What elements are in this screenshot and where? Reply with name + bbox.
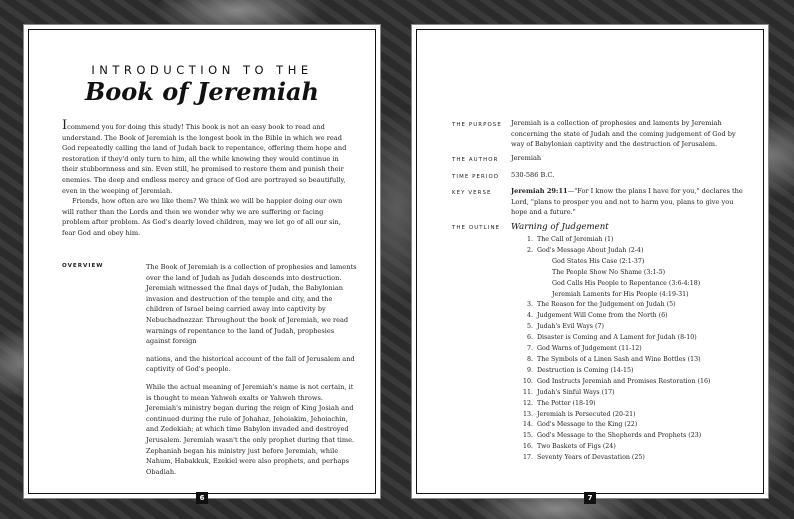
outline-item-number: 2. (526, 246, 533, 254)
intro-paragraph-1 (62, 118, 348, 196)
book-title: Book of Jeremiah (84, 77, 320, 106)
outline-item (511, 311, 756, 322)
outline-item (511, 300, 756, 311)
key-verse (511, 186, 751, 218)
intro-p1-text: commend you for doing this study! This book is not an easy book to read and understand. The Book of Jeremiah is the longest book in the Bible in which we read God repeatedly calling the land of Judah back to repentance, offering them hope and restoration if they'd only turn to him, all the while knowing they would continue in their stubbornness and sin. Even still, he promised to restore them and punish their enemies. The deep and endless mercy and grace of God are portrayed so beautifully, even in the weeping of Jeremiah. (62, 123, 347, 195)
outline-item (511, 366, 756, 377)
outline-item-text: God's Message About Judah (2-4) (537, 246, 644, 254)
outline-item (511, 442, 756, 453)
outline-item-text: Judah's Evil Ways (7) (537, 323, 604, 331)
outline-item-number: 7. (526, 345, 533, 353)
page-number-left: 6 (196, 492, 208, 504)
outline-item-text: God Warns of Judgement (11-12) (537, 345, 642, 353)
outline-item-text: The Potter (18-19) (537, 399, 596, 407)
purpose-text: Jeremiah is a collection of prophesies and laments by Jeremiah concerning the state of Judah and the coming judgement of God by way of Babylonian captivity and the destruction of Jerusalem. (511, 119, 736, 149)
outline-item-number: 5. (526, 323, 533, 331)
intro-paragraph-2: Friends, how often are we like them? We think we will be happier doing our own will rather than the Lords and then we wonder why we are suffering or facing problem after problem. As God's dearly loved children, may we let go of all our sin, fear God and obey him. (62, 197, 343, 237)
outline-item-text: God Calls His People to Repentance (3:6-4:18) (552, 279, 701, 287)
outline-item-text: Disaster is Coming and A Lament for Judah (8-10) (537, 334, 697, 342)
outline-item (511, 410, 756, 421)
outline-item-number: 1. (526, 236, 533, 243)
verse-label: KEY VERSE (452, 190, 492, 196)
outline-item (511, 377, 756, 388)
outline-item (511, 322, 756, 333)
outline-item (511, 453, 756, 464)
outline-item-number: 16. (522, 443, 533, 451)
outline-item-number: 13. (522, 410, 533, 418)
outline-item-number: 3. (526, 301, 533, 309)
intro-text (62, 118, 348, 239)
period-label: TIME PERIOD (452, 174, 500, 180)
outline-item-number: 17. (522, 454, 533, 462)
outline-item-text: Judah's Sinful Ways (17) (537, 388, 615, 396)
drop-cap: I (62, 118, 68, 133)
right-page (412, 25, 768, 502)
outline-subitem (511, 290, 756, 301)
outline-item (511, 235, 756, 246)
verse-reference: Jeremiah 29:11 (511, 187, 568, 195)
author-label: THE AUTHOR (452, 157, 499, 163)
outline-item (511, 355, 756, 366)
outline-item-number: 9. (526, 366, 533, 374)
outline-item-number: 4. (526, 312, 533, 320)
outline-list (511, 235, 756, 464)
left-page (24, 25, 380, 502)
outline-item-text: The Symbols of a Linen Sash and Wine Bottles (13) (537, 355, 701, 363)
outline-item (511, 431, 756, 442)
outline-item-text: God's Message to the King (22) (537, 421, 638, 429)
verse-text: —"For I know the plans I have for you," declares the Lord, "plans to prosper you and not to harm you, plans to give you hope and a future." (511, 187, 743, 217)
overview-paragraph-2: nations, and the historical account of the fall of Jerusalem and captivity of God's people. (146, 354, 355, 374)
outline-item-text: Seventy Years of Devastation (25) (537, 454, 645, 462)
outline-item-text: The People Show No Shame (3:1-5) (552, 268, 666, 276)
outline-item (511, 344, 756, 355)
outline-label: THE OUTLINE (452, 225, 501, 231)
outline-item-number: 10. (522, 377, 533, 385)
outline-item-text: Judgement Will Come from the North (6) (537, 312, 668, 320)
author-text: Jeremiah (511, 154, 542, 162)
period-text: 530-586 B.C. (511, 171, 555, 179)
outline-item-number: 15. (522, 432, 533, 440)
intro-kicker: INTRODUCTION TO THE (91, 63, 313, 77)
outline-item-number: 14. (522, 421, 533, 429)
page-number-right: 7 (584, 492, 596, 504)
overview-paragraph-1: The Book of Jeremiah is a collection of prophesies and laments over the land of Judah as Judah descends into destruction. Jeremiah witnessed the final days of Judah, the Babylonian invasion and destruction of the temple and city, and the children of Israel being carried away into captivity by Nebuchadnezzar. Throughout the book of Jeremiah, we read warnings of repentance to the land of Judah, prophesies against foreign (146, 263, 357, 346)
outline-item-number: 11. (522, 388, 533, 396)
outline-item-text: God Instructs Jeremiah and Promises Restoration (16) (537, 377, 711, 385)
outline-item-text: The Call of Jeremiah (1) (537, 236, 614, 243)
outline-item (511, 420, 756, 431)
outline-item (511, 399, 756, 410)
outline-item-number: 6. (526, 334, 533, 342)
outline-item-text: The Reason for the Judgement on Judah (5) (537, 301, 676, 309)
outline-subitem (511, 268, 756, 279)
overview-label: OVERVIEW (62, 263, 104, 269)
outline-item (511, 246, 756, 257)
outline-item-text: Jeremiah Laments for His People (4:19-31) (552, 290, 689, 298)
overview-text (146, 262, 358, 477)
outline-item-text: Two Baskets of Figs (24) (537, 443, 616, 451)
outline-subitem (511, 279, 756, 290)
outline-subitem (511, 257, 756, 268)
purpose-label: THE PURPOSE (452, 122, 502, 128)
outline-item-text: Destruction is Coming (14-15) (537, 366, 634, 374)
outline-item (511, 388, 756, 399)
outline-item-text: Jeremiah is Persecuted (20-21) (537, 410, 636, 418)
outline-title: Warning of Judgement (511, 222, 609, 232)
outline-item-text: God's Message to the Shepherds and Prophets (23) (537, 432, 702, 440)
outline-item-number: 12. (522, 399, 533, 407)
outline-item (511, 333, 756, 344)
outline-item-number: 8. (526, 355, 533, 363)
overview-paragraph-3: While the actual meaning of Jeremiah's name is not certain, it is thought to mean Yahweh exalts or Yahweh throws. Jeremiah's ministry began during the reign of King Josiah and continued during the rule of Johahaz, Jehoiakim, Jehoiachin, and Zedekiah; at which time Babylon invaded and destroyed Jerusalem. Jeremiah wasn't the only prophet during that time. Zephaniah began his ministry just before Jeremiah, while Nahum, Habakkuk, Ezekiel were also prophets, and perhaps Obadiah. (146, 382, 355, 476)
outline-item-text: God States His Case (2:1-37) (552, 257, 645, 265)
